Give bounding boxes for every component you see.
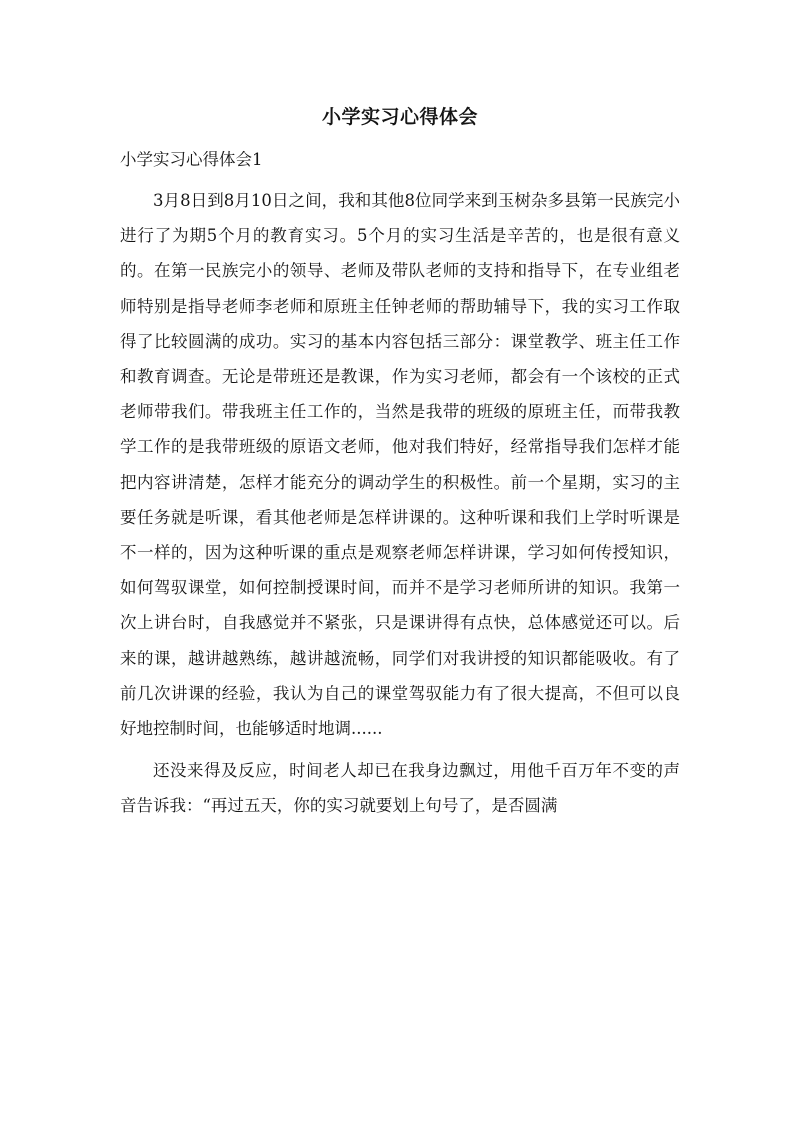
document-title: 小学实习心得体会 xyxy=(321,106,478,128)
body-paragraph: 还没来得及反应，时间老人却已在我身边飘过，用他千百万年不变的声音告诉我：“再过五天，你的实习就要划上句号了，是否圆满 xyxy=(120,761,680,816)
body-paragraph: 3月8日到8月10日之间，我和其他8位同学来到玉树杂多县第一民族完小进行了为期5个月的教育实习。5个月的实习生活是辛苦的，也是很有意义的。在第一民族完小的领导、老师及带队老师的支持和指导下，在专业组老师特别是指导老师李老师和原班主任钟老师的帮助辅导下，我的实习工作取得了比较圆满的成功。实习的基本内容包括三部分：课堂教学、班主任工作和教育调查。无论是带班还是教课，作为实习老师，都会有一个该校的正式老师带我们。带我班主任工作的，当然是我带的班级的原班主任，而带我教学工作的是我带班级的原语文老师，他对我们特好，经常指导我们怎样才能把内容讲清楚，怎样才能充分的调动学生的积极性。前一个星期，实习的主要任务就是听课，看其他老师是怎样讲课的。这种听课和我们上学时听课是不一样的，因为这种听课的重点是观察老师怎样讲课，学习如何传授知识，如何驾驭课堂，如何控制授课时间，而并不是学习老师所讲的知识。我第一次上讲台时，自我感觉并不紧张，只是课讲得有点快，总体感觉还可以。后来的课，越讲越熟练，越讲越流畅，同学们对我讲授的知识都能吸收。有了前几次讲课的经验，我认为自己的课堂驾驭能力有了很大提高，不但可以良好地控制时间，也能够适时地调...... xyxy=(120,191,680,739)
document-body xyxy=(120,183,680,824)
section-heading: 小学实习心得体会1 xyxy=(120,150,263,169)
